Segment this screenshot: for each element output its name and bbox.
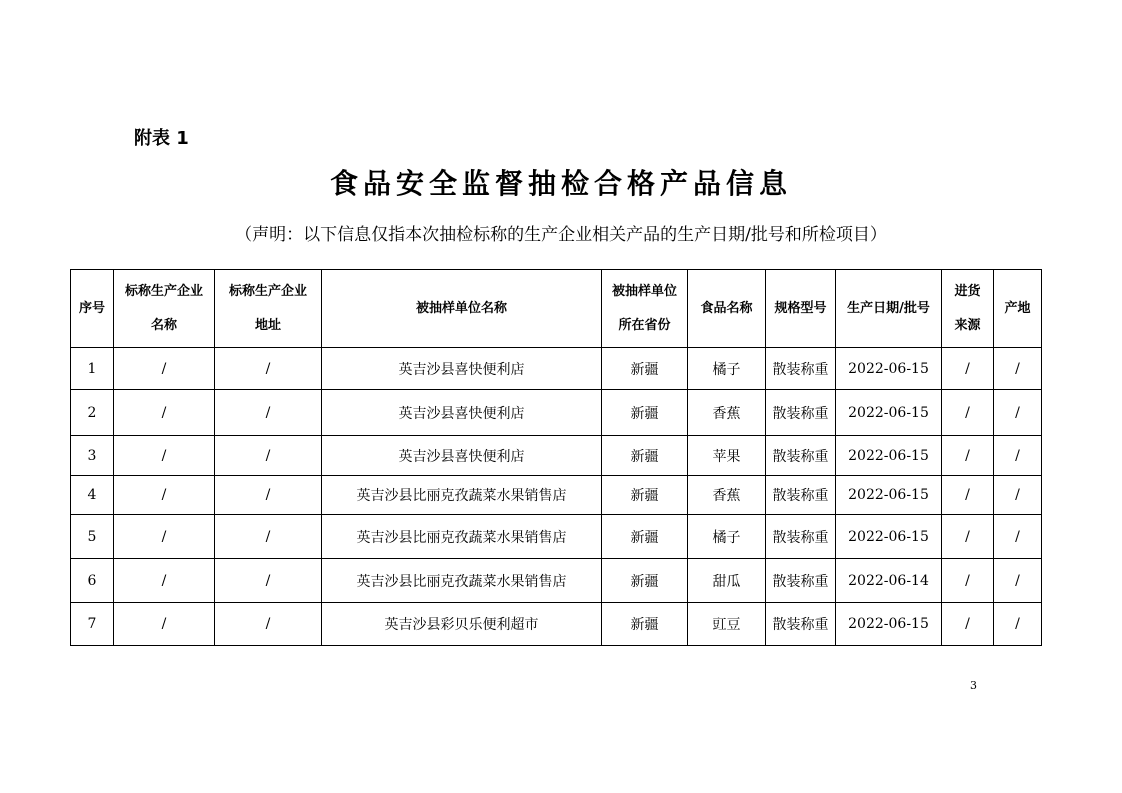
cell-sampled-unit: 英吉沙县喜快便利店 [322,390,602,436]
cell-purchase-source: / [942,476,994,515]
cell-purchase-source: / [942,559,994,603]
appendix-label: 附表 1 [134,128,189,149]
cell-manufacturer-name: / [114,348,215,390]
cell-manufacturer-address: / [215,476,322,515]
cell-manufacturer-address: / [215,348,322,390]
cell-spec: 散装称重 [766,348,836,390]
cell-spec: 散装称重 [766,390,836,436]
header-label: 被抽样单位 所在省份 [611,283,677,333]
header-label: 食品名称 [700,300,753,316]
header-origin [994,270,1042,348]
qualified-products-table [70,269,1042,646]
cell-manufacturer-name: / [114,559,215,603]
cell-production-date: 2022-06-15 [836,476,942,515]
cell-purchase-source: / [942,603,994,646]
table-row [71,348,1042,390]
header-manufacturer-name [114,270,215,348]
cell-food-name: 橘子 [688,515,766,559]
table-row [71,559,1042,603]
cell-origin: / [994,476,1042,515]
cell-food-name: 豇豆 [688,603,766,646]
cell-province: 新疆 [602,603,688,646]
cell-province: 新疆 [602,559,688,603]
header-spec [766,270,836,348]
cell-production-date: 2022-06-15 [836,436,942,476]
cell-province: 新疆 [602,515,688,559]
cell-seq: 6 [71,559,114,603]
cell-manufacturer-name: / [114,436,215,476]
table-row [71,603,1042,646]
statement-note: （声明：以下信息仅指本次抽检标称的生产企业相关产品的生产日期/批号和所检项目） [235,225,887,245]
cell-origin: / [994,603,1042,646]
cell-manufacturer-address: / [215,559,322,603]
header-label: 规格型号 [774,300,827,316]
cell-seq: 3 [71,436,114,476]
cell-sampled-unit: 英吉沙县彩贝乐便利超市 [322,603,602,646]
header-purchase-source [942,270,994,348]
cell-seq: 1 [71,348,114,390]
cell-origin: / [994,348,1042,390]
cell-purchase-source: / [942,436,994,476]
cell-province: 新疆 [602,390,688,436]
header-label: 产地 [1004,300,1031,316]
cell-manufacturer-address: / [215,436,322,476]
cell-sampled-unit: 英吉沙县喜快便利店 [322,348,602,390]
header-manufacturer-address [215,270,322,348]
header-label: 标称生产企业 地址 [228,283,307,333]
cell-food-name: 香蕉 [688,476,766,515]
header-label: 标称生产企业 名称 [124,283,203,333]
cell-spec: 散装称重 [766,515,836,559]
header-label: 生产日期/批号 [847,300,930,316]
cell-province: 新疆 [602,476,688,515]
cell-purchase-source: / [942,390,994,436]
cell-food-name: 香蕉 [688,390,766,436]
cell-food-name: 苹果 [688,436,766,476]
cell-spec: 散装称重 [766,559,836,603]
cell-manufacturer-name: / [114,603,215,646]
header-label: 被抽样单位名称 [415,300,507,316]
cell-manufacturer-address: / [215,515,322,559]
cell-seq: 7 [71,603,114,646]
cell-production-date: 2022-06-15 [836,515,942,559]
cell-sampled-unit: 英吉沙县比丽克孜蔬菜水果销售店 [322,559,602,603]
header-province [602,270,688,348]
table-row [71,390,1042,436]
cell-province: 新疆 [602,436,688,476]
cell-sampled-unit: 英吉沙县喜快便利店 [322,436,602,476]
cell-production-date: 2022-06-15 [836,348,942,390]
cell-spec: 散装称重 [766,436,836,476]
table-header-row [71,270,1042,348]
table-row [71,436,1042,476]
header-sampled-unit [322,270,602,348]
cell-manufacturer-address: / [215,390,322,436]
header-seq [71,270,114,348]
cell-spec: 散装称重 [766,476,836,515]
cell-food-name: 橘子 [688,348,766,390]
cell-origin: / [994,436,1042,476]
cell-seq: 5 [71,515,114,559]
cell-sampled-unit: 英吉沙县比丽克孜蔬菜水果销售店 [322,476,602,515]
cell-production-date: 2022-06-14 [836,559,942,603]
cell-spec: 散装称重 [766,603,836,646]
cell-sampled-unit: 英吉沙县比丽克孜蔬菜水果销售店 [322,515,602,559]
cell-production-date: 2022-06-15 [836,603,942,646]
page-number: 3 [970,679,977,692]
cell-manufacturer-name: / [114,476,215,515]
header-production-date [836,270,942,348]
cell-origin: / [994,515,1042,559]
cell-seq: 2 [71,390,114,436]
cell-seq: 4 [71,476,114,515]
cell-purchase-source: / [942,348,994,390]
cell-purchase-source: / [942,515,994,559]
header-label: 序号 [78,300,105,316]
document-title: 食品安全监督抽检合格产品信息 [329,167,792,200]
cell-production-date: 2022-06-15 [836,390,942,436]
cell-food-name: 甜瓜 [688,559,766,603]
cell-province: 新疆 [602,348,688,390]
table-row [71,476,1042,515]
header-food-name [688,270,766,348]
cell-manufacturer-name: / [114,515,215,559]
cell-manufacturer-address: / [215,603,322,646]
header-label: 进货 来源 [954,283,981,333]
table-row [71,515,1042,559]
cell-manufacturer-name: / [114,390,215,436]
cell-origin: / [994,390,1042,436]
cell-origin: / [994,559,1042,603]
